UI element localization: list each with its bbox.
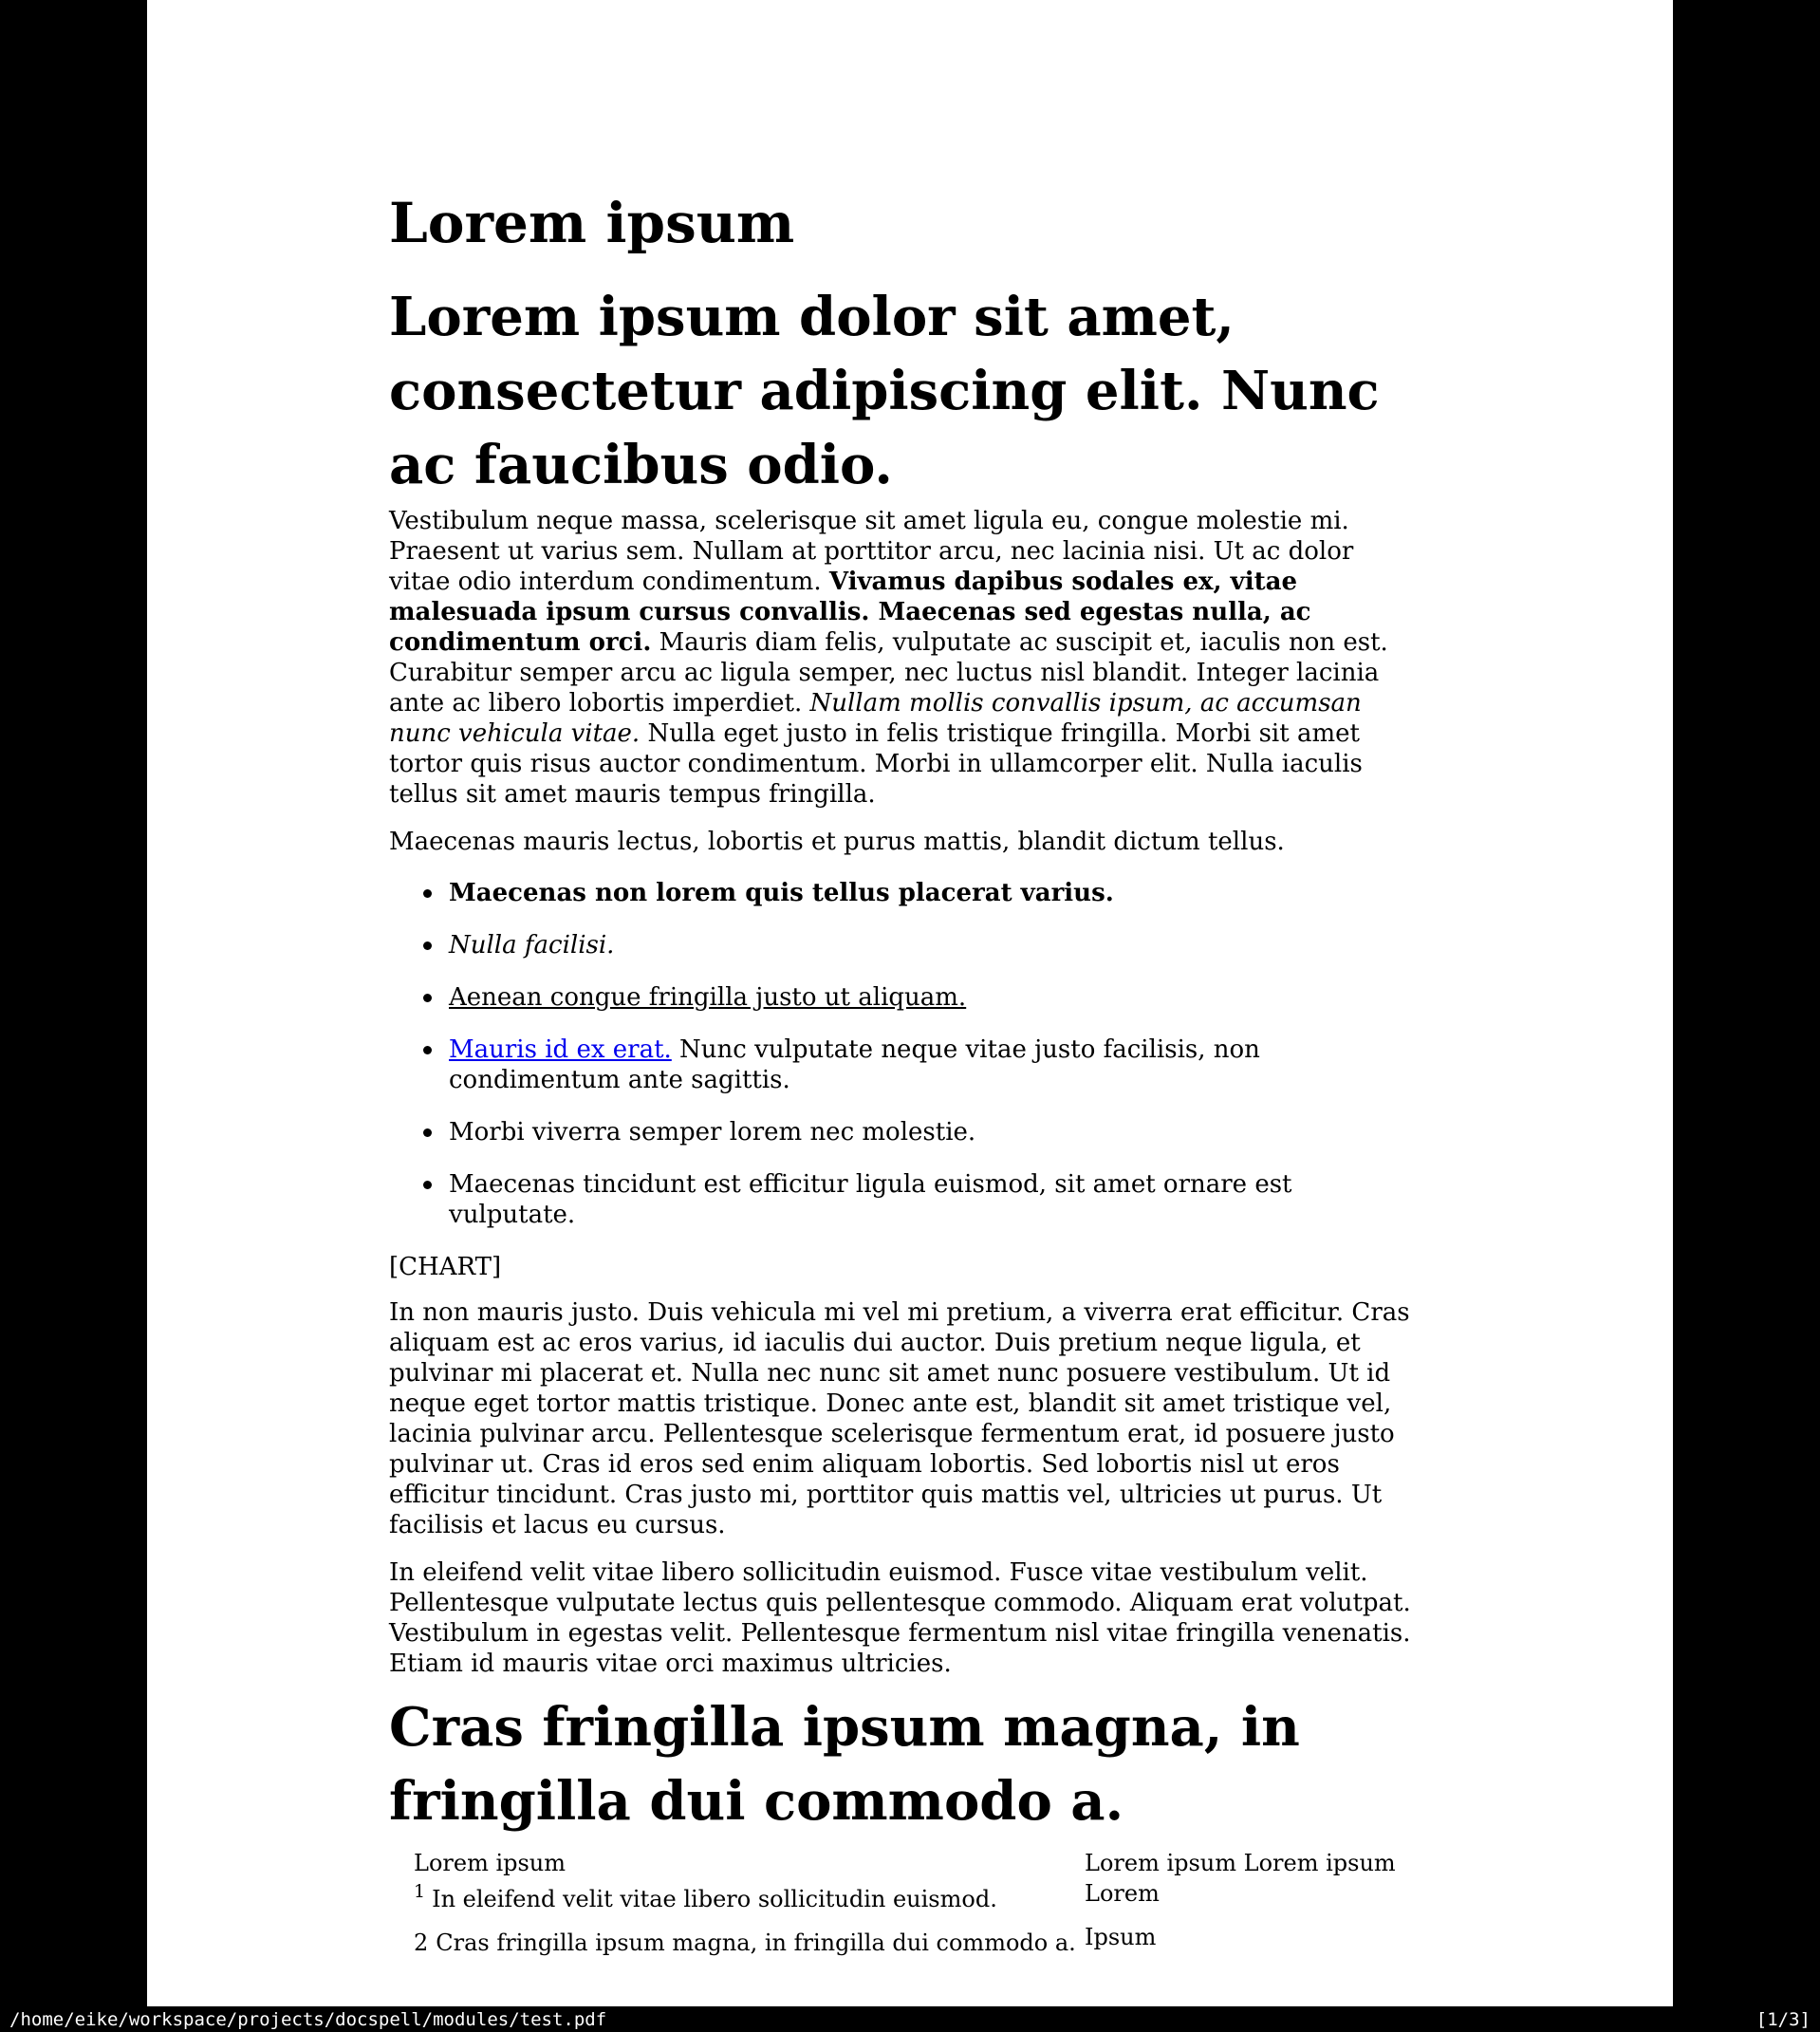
list-item	[449, 1035, 1419, 1095]
bullet-list	[389, 878, 1419, 1230]
text-run: Maecenas tincidunt est efficitur ligula euismod, sit amet ornare est vulputate.	[449, 1170, 1292, 1229]
text-run: In eleifend velit vitae libero sollicitudin euismod. Fusce vitae vestibulum velit. Pellentesque vulputate lectus quis pellentesque commodo. Aliquam erat volutpat. Vestibulum in egestas velit. Pellentesque fermentum nisl vitae fringilla venenatis. Etiam id mauris vitae orci maximus ultricies.	[389, 1558, 1411, 1678]
list-item	[449, 930, 1419, 960]
statusbar	[0, 2006, 1820, 2032]
footnote-table-left-column	[414, 1848, 1085, 1958]
footnote-marker: 1	[414, 1881, 426, 1902]
text-run: Aenean congue fringilla justo ut aliquam.	[449, 983, 967, 1012]
page-content	[389, 0, 1419, 1971]
footnote-marker: 2	[414, 1929, 429, 1956]
section1-heading: Lorem ipsum dolor sit amet, consectetur adipiscing elit. Nunc ac faucibus odio.	[389, 286, 1380, 496]
text-run: Vestibulum neque massa, scelerisque sit amet ligula eu, congue molestie mi. Praesent ut varius sem. Nullam at porttitor arcu, nec lacinia nisi. Ut ac dolor vitae odio interdum condimentum.	[389, 507, 1354, 596]
footnote-text: In eleifend velit vitae libero sollicitudin euismod.	[432, 1886, 997, 1912]
text-run: Maecenas mauris lectus, lobortis et purus mattis, blandit dictum tellus.	[389, 828, 1285, 856]
statusbar-file-path: /home/eike/workspace/projects/docspell/modules/test.pdf	[9, 2008, 607, 2030]
chart-placeholder: [CHART]	[389, 1253, 502, 1281]
section2-heading: Cras fringilla ipsum magna, in fringilla dui commodo a.	[389, 1696, 1300, 1833]
paragraph	[389, 827, 1419, 857]
paragraph	[389, 1557, 1419, 1679]
statusbar-page-indicator: [1/3]	[1755, 2008, 1811, 2030]
list-item	[449, 1117, 1419, 1147]
paragraph	[389, 506, 1419, 810]
text-run: Vivamus dapibus sodales ex, vitae malesuada ipsum cursus convallis. Maecenas sed egestas nulla, ac condimentum orci.	[389, 568, 1311, 657]
footnote-item	[414, 1881, 1085, 1916]
table-cell: Lorem ipsum	[414, 1850, 566, 1876]
text-run: In non mauris justo. Duis vehicula mi vel mi pretium, a viverra erat efficitur. Cras aliquam est ac eros varius, id iaculis dui auctor. Duis pretium neque ligula, et pulvinar mi placerat et. Nulla nec nunc sit amet nunc posuere vestibulum. Ut id neque eget tortor mattis tristique. Donec ante est, blandit sit amet tristique vel, lacinia pulvinar arcu. Pellentesque scelerisque fermentum erat, id posuere justo pulvinar ut. Cras id eros sed enim aliquam lobortis. Sed lobortis nisl ut eros efficitur tincidunt. Cras justo mi, porttitor quis mattis vel, ultricies ut purus. Ut facilisis et lacus eu cursus.	[389, 1298, 1410, 1539]
text-run: Mauris diam felis, vulputate ac suscipit et, iaculis non est. Curabitur semper arcu ac ligula semper, nec luctus nisl blandit. Integer lacinia ante ac libero lobortis imperdiet.	[389, 628, 1388, 718]
document-title: Lorem ipsum	[389, 191, 795, 255]
text-run: Nunc vulputate neque vitae justo facilisis, non condimentum ante sagittis.	[449, 1035, 1260, 1094]
paragraph	[389, 1297, 1419, 1540]
list-item	[449, 878, 1419, 908]
table-cell: Lorem ipsum Lorem ipsum Lorem	[1085, 1850, 1396, 1907]
text-run: Morbi viverra semper lorem nec molestie.	[449, 1118, 976, 1146]
footnote-table-right-column	[1085, 1848, 1398, 1952]
text-run: Nullam mollis convallis ipsum, ac accumsan nunc vehicula vitae.	[389, 689, 1362, 748]
pdf-page[interactable]	[147, 0, 1673, 2006]
text-run: Nulla facilisi.	[449, 931, 615, 960]
text-run: Nulla eget justo in felis tristique fringilla. Morbi sit amet tortor quis risus auctor condimentum. Morbi in ullamcorper elit. Nulla iaculis tellus sit amet mauris tempus fringilla.	[389, 719, 1363, 809]
inline-link[interactable]: Mauris id ex erat.	[449, 1035, 672, 1064]
list-item	[449, 982, 1419, 1013]
table-cell: Ipsum	[1085, 1924, 1157, 1950]
list-item	[449, 1169, 1419, 1230]
footnote-text: Cras fringilla ipsum magna, in fringilla dui commodo a.	[436, 1929, 1076, 1956]
text-run: Maecenas non lorem quis tellus placerat varius.	[449, 879, 1114, 907]
footnote-table	[389, 1848, 1419, 1971]
footnote-item	[414, 1928, 1085, 1958]
